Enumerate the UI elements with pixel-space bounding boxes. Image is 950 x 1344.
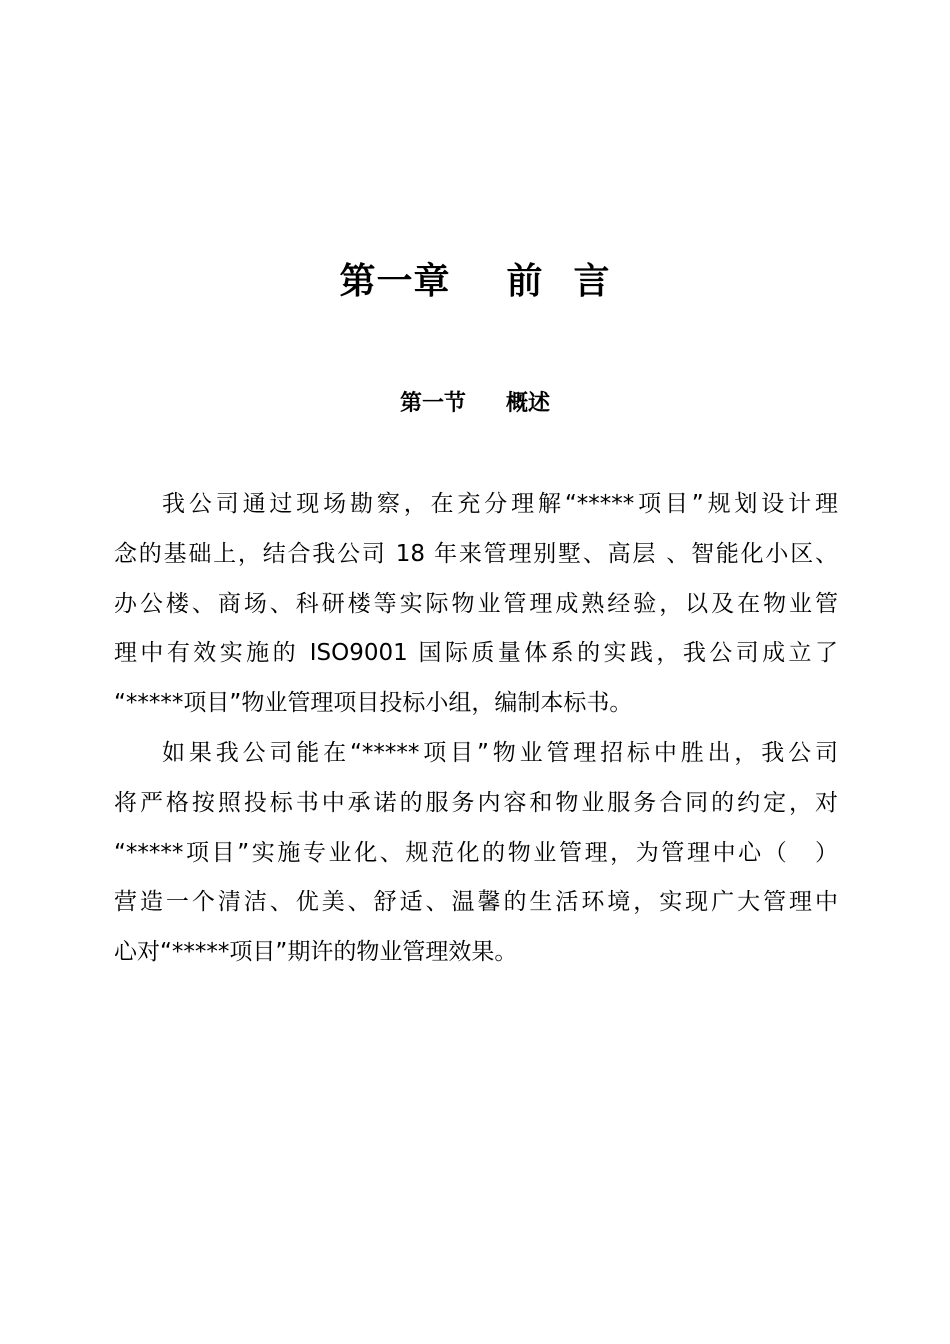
text-line: 理中有效实施的 ISO9001 国际质量体系的实践，我公司成立了 (114, 640, 838, 667)
text-line: 如果我公司能在“*****项目”物业管理招标中胜出，我公司 (162, 739, 838, 766)
chapter-title (0, 258, 950, 306)
text-line: 办公楼、商场、科研楼等实际物业管理成熟经验，以及在物业管 (114, 590, 838, 617)
body-text (114, 480, 838, 978)
text-line: 我公司通过现场勘察，在充分理解“*****项目”规划设计理 (162, 491, 838, 517)
text-line: “*****项目”物业管理项目投标小组，编制本标书。 (114, 690, 633, 717)
chapter-title-char: 前 (506, 261, 544, 302)
chapter-title-char: 言 (573, 261, 611, 302)
text-line: 营造一个清洁、优美、舒适、温馨的生活环境，实现广大管理中 (114, 889, 838, 916)
paragraph (114, 729, 838, 978)
section-title (0, 388, 950, 420)
paragraph (114, 480, 838, 729)
text-line: 念的基础上，结合我公司 18 年来管理别墅、高层 、智能化小区、 (114, 540, 838, 567)
chapter-number: 第一章 (339, 261, 451, 302)
text-line: “*****项目”实施专业化、规范化的物业管理，为管理中心（ ） (114, 839, 838, 866)
text-line: 心对“*****项目”期许的物业管理效果。 (114, 939, 518, 966)
text-line: 将严格按照投标书中承诺的服务内容和物业服务合同的约定，对 (114, 789, 838, 816)
section-number: 第一节 (399, 391, 466, 416)
section-title-text: 概述 (506, 391, 551, 416)
